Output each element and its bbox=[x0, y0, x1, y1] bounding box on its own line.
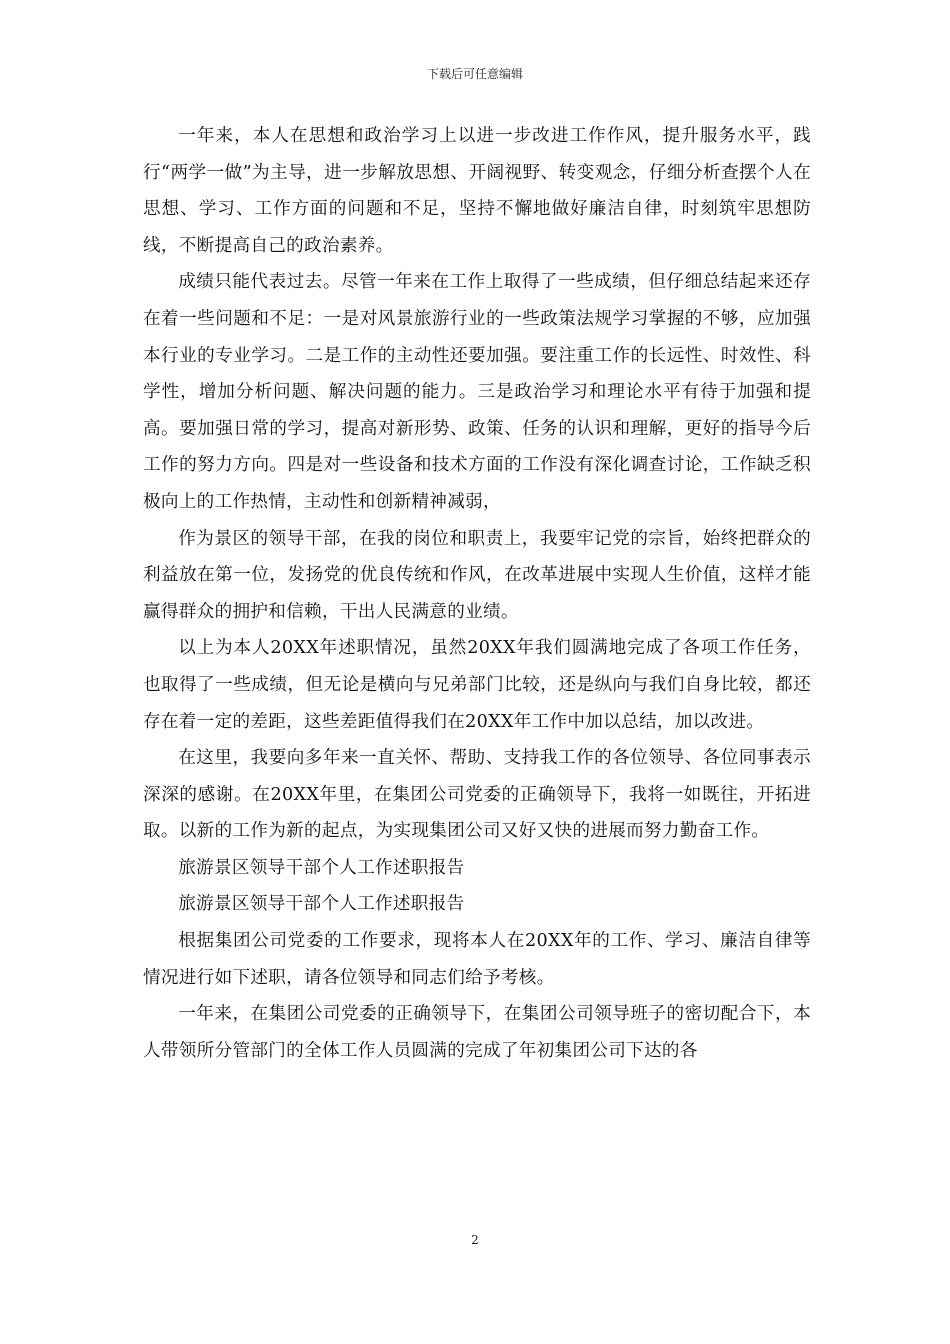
paragraph-introduction: 根据集团公司党委的工作要求，现将本人在20XX年的工作、学习、廉洁自律等情况进行如下述职，请各位领导和同志们给予考核。 bbox=[143, 931, 811, 988]
report-title-2: 旅游景区领导干部个人工作述职报告 bbox=[178, 894, 465, 915]
paragraph-thanks: 在这里，我要向多年来一直关怀、帮助、支持我工作的各位领导、各位同事表示深深的感谢。在20XX年里，在集团公司党委的正确领导下，我将一如既往，开拓进取。以新的工作为新的起点，为实现集团公司又好又快的进展而努力勤奋工作。 bbox=[143, 748, 811, 842]
paragraph-responsibility: 作为景区的领导干部，在我的岗位和职责上，我要牢记党的宗旨，始终把群众的利益放在第一位，发扬党的优良传统和作风，在改革进展中实现人生价值，这样才能赢得群众的拥护和信赖，干出人民满意的业绩。 bbox=[143, 528, 811, 622]
paragraph-year-review: 一年来，在集团公司党委的正确领导下，在集团公司领导班子的密切配合下，本人带领所分管部门的全体工作人员圆满的完成了年初集团公司下达的各 bbox=[143, 1004, 811, 1061]
paragraph-summary: 以上为本人20XX年述职情况，虽然20XX年我们圆满地完成了各项工作任务，也取得了一些成绩，但无论是横向与兄弟部门比较，还是纵向与我们自身比较，都还存在着一定的差距，这些差距值得我们在20XX年工作中加以总结，加以改进。 bbox=[143, 638, 811, 732]
report-title-1: 旅游景区领导干部个人工作述职报告 bbox=[178, 857, 465, 878]
page-number: 2 bbox=[471, 1233, 479, 1247]
paragraph-shortcomings: 成绩只能代表过去。尽管一年来在工作上取得了一些成绩，但仔细总结起来还存在着一些问题和不足：一是对风景旅游行业的一些政策法规学习掌握的不够，应加强本行业的专业学习。二是工作的主动性还要加强。要注重工作的长远性、时效性、科学性，增加分析问题、解决问题的能力。三是政治学习和理论水平有待于加强和提高。要加强日常的学习，提高对新形势、政策、任务的认识和理解，更好的指导今后工作的努力方向。四是对一些设备和技术方面的工作没有深化调查讨论，工作缺乏积极向上的工作热情，主动性和创新精神减弱， bbox=[143, 272, 811, 512]
document-body bbox=[143, 118, 811, 1069]
paragraph-political-study: 一年来，本人在思想和政治学习上以进一步改进工作作风，提升服务水平，践行“两学一做”为主导，进一步解放思想、开阔视野、转变观念，仔细分析查摆个人在思想、学习、工作方面的问题和不足，坚持不懈地做好廉洁自律，时刻筑牢思想防线，不断提高自己的政治素养。 bbox=[143, 126, 811, 256]
page-header: 下载后可任意编辑 bbox=[426, 67, 523, 81]
